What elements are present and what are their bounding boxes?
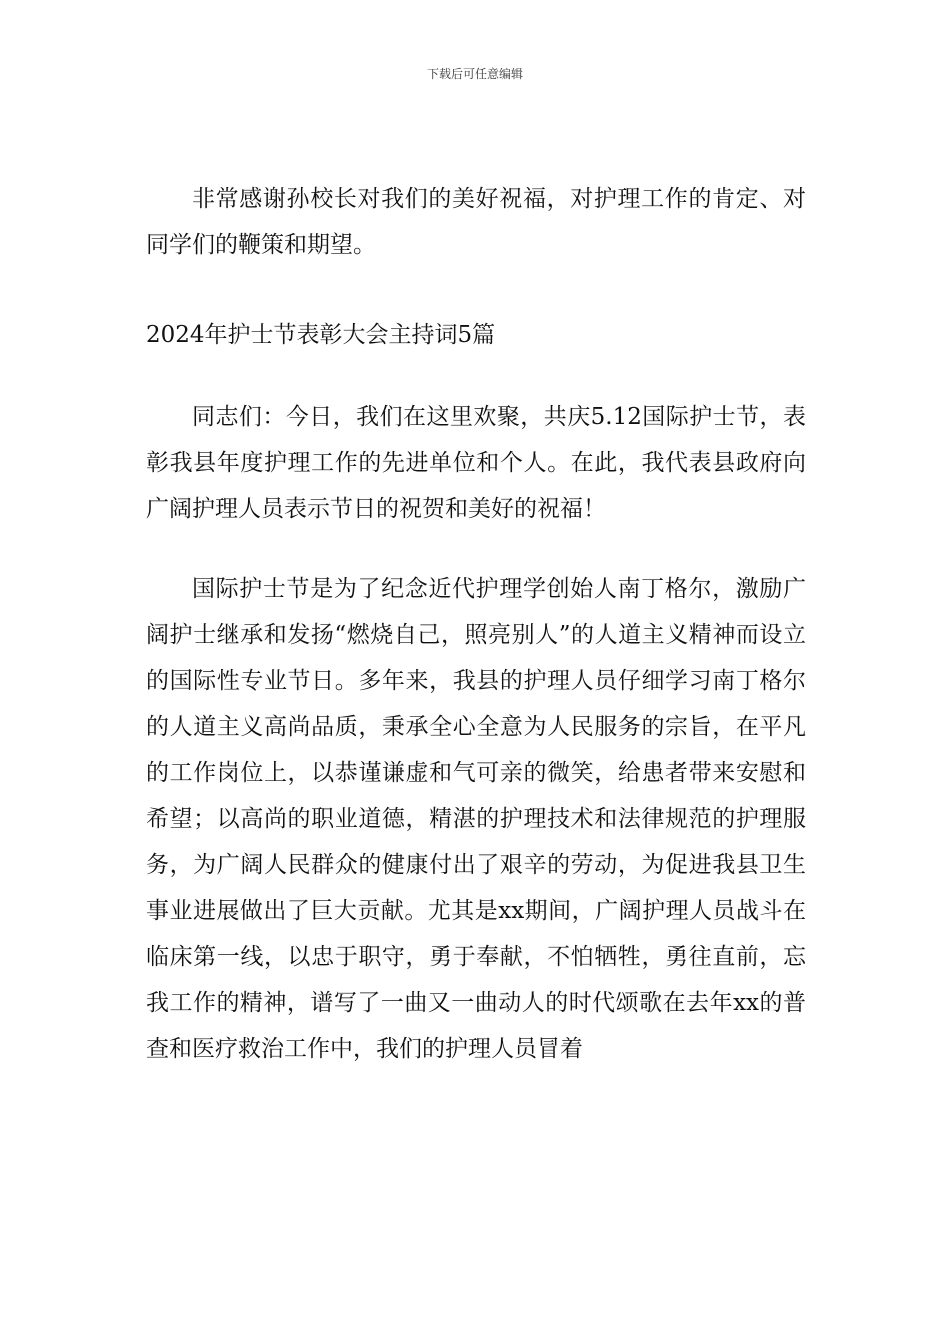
paragraph-nurses-day: 国际护士节是为了纪念近代护理学创始人南丁格尔，激励广阔护士继承和发扬“燃烧自己，照亮别人”的人道主义精神而设立的国际性专业节日。多年来，我县的护理人员仔细学习南丁格尔的人道主义高尚品质，秉承全心全意为人民服务的宗旨，在平凡的工作岗位上，以恭谨谦虚和气可亲的微笑，给患者带来安慰和希望；以高尚的职业道德，精湛的护理技术和法律规范的护理服务，为广阔人民群众的健康付出了艰辛的劳动，为促进我县卫生事业进展做出了巨大贡献。尤其是xx期间，广阔护理人员战斗在临床第一线，以忠于职守，勇于奉献，不怕牺牲，勇往直前，忘我工作的精神，谱写了一曲又一曲动人的时代颂歌在去年xx的普查和医疗救治工作中，我们的护理人员冒着 — [146, 576, 806, 1062]
spacer — [146, 358, 806, 394]
paragraph-thanks: 非常感谢孙校长对我们的美好祝福，对护理工作的肯定、对同学们的鞭策和期望。 — [146, 186, 806, 258]
spacer — [146, 532, 806, 566]
page-header-note: 下载后可任意编辑 — [426, 67, 523, 81]
spacer — [146, 268, 806, 312]
document-title: 2024年护士节表彰大会主持词5篇 — [146, 322, 496, 348]
document-body — [146, 176, 806, 1072]
paragraph-greeting: 同志们：今日，我们在这里欢聚，共庆5.12国际护士节，表彰我县年度护理工作的先进单位和个人。在此，我代表县政府向广阔护理人员表示节日的祝贺和美好的祝福！ — [146, 404, 806, 522]
